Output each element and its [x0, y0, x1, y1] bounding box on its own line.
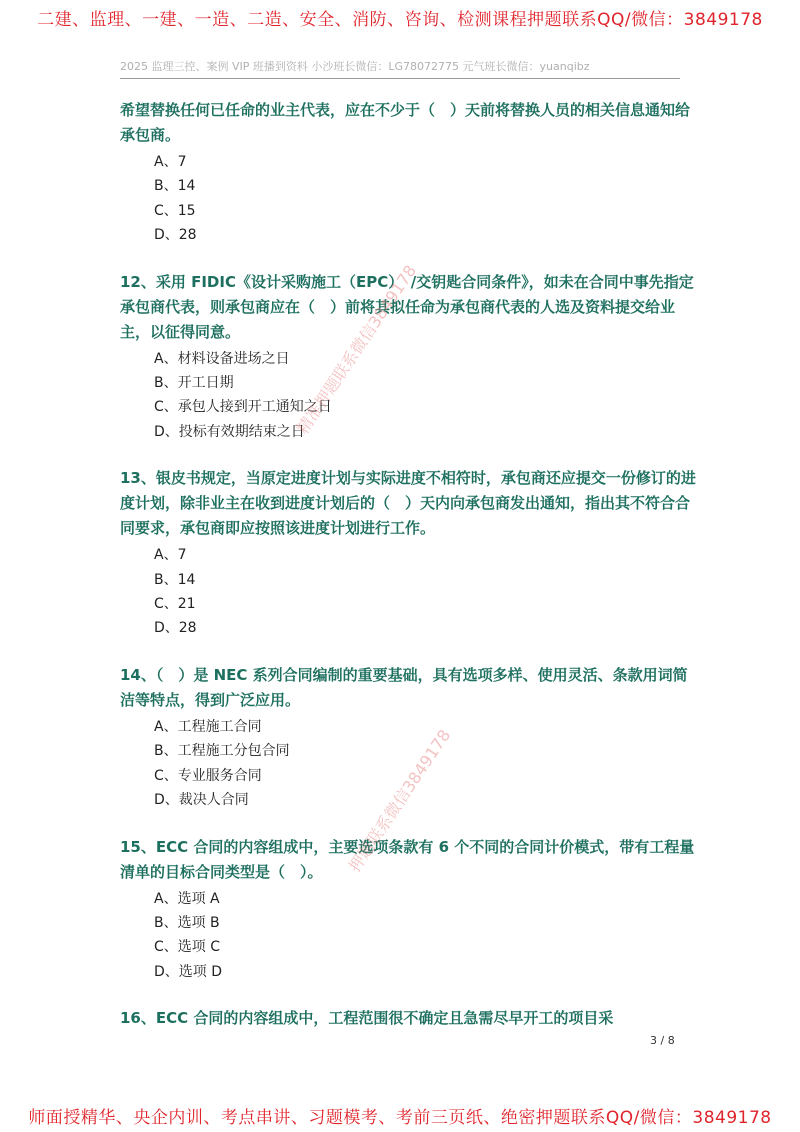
option-a: A、7 [154, 547, 187, 564]
option-a: A、7 [154, 154, 187, 170]
watermark: 押题联系微信3849178 [344, 726, 455, 876]
option-d: D、投标有效期结束之日 [154, 423, 305, 440]
question-item [120, 1006, 700, 1031]
question-text: 希望替换任何已任命的业主代表，应在不少于（ ）天前将替换人员的相关信息通知给承包商。 [120, 101, 691, 144]
option-d: D、28 [154, 620, 197, 637]
option-c: C、21 [154, 596, 196, 613]
option-b: B、14 [154, 571, 196, 588]
question-text: 16、ECC 合同的内容组成中，工程范围很不确定且急需尽早开工的项目采 [120, 1009, 614, 1028]
page-number: 3 / 8 [650, 1034, 675, 1047]
page-header: 2025 监理三控、案例 VIP 班播到资料 小沙班长微信：LG78072775 元气班长微信：yuanqibz [120, 58, 680, 79]
watermark: 精准押题联系微信3849178 [292, 261, 421, 438]
option-c: C、专业服务合同 [154, 767, 262, 784]
option-b: B、14 [154, 178, 196, 195]
option-b: B、工程施工分包合同 [154, 743, 290, 760]
option-c: C、承包人接到开工通知之日 [154, 399, 332, 416]
question-item [120, 466, 700, 641]
option-a: A、工程施工合同 [154, 718, 262, 735]
option-d: D、裁决人合同 [154, 792, 249, 809]
question-item [120, 270, 700, 445]
question-item [120, 98, 700, 248]
option-a: A、选项 A [154, 890, 220, 907]
option-a: A、材料设备进场之日 [154, 350, 290, 367]
option-b: B、开工日期 [154, 375, 234, 392]
option-d: D、选项 D [154, 963, 223, 980]
question-text: 13、银皮书规定，当原定进度计划与实际进度不相符时，承包商还应提交一份修订的进度计划，除非业主在收到进度计划后的（ ）天内向承包商发出通知，指出其不符合合同要求，承包商即应按照该进度计划进行工作。 [120, 469, 696, 538]
question-text: 15、ECC 合同的内容组成中，主要选项条款有 6 个不同的合同计价模式，带有工程量清单的目标合同类型是（ ）。 [120, 837, 695, 881]
question-text: 12、采用 FIDIC《设计采购施工（EPC） /交钥匙合同条件》，如未在合同中事先指定承包商代表，则承包商应在（ ）前将其拟任命为承包商代表的人选及资料提交给业主，以征得同意。 [120, 272, 694, 341]
option-b: B、选项 B [154, 914, 220, 931]
option-d: D、28 [154, 227, 197, 244]
option-c: C、15 [154, 202, 196, 219]
option-c: C、选项 C [154, 939, 221, 956]
top-banner: 二建、监理、一建、一造、二造、安全、消防、咨询、检测课程押题联系QQ/微信：3849178 [37, 10, 763, 30]
bottom-banner: 师面授精华、央企内训、考点串讲、习题模考、考前三页纸、绝密押题联系QQ/微信：3849178 [28, 1108, 772, 1128]
question-text: 14、（ ）是 NEC 系列合同编制的重要基础，具有选项多样、使用灵活、条款用词简洁等特点，得到广泛应用。 [120, 665, 688, 709]
question-item [120, 835, 700, 985]
question-list [120, 98, 700, 1053]
